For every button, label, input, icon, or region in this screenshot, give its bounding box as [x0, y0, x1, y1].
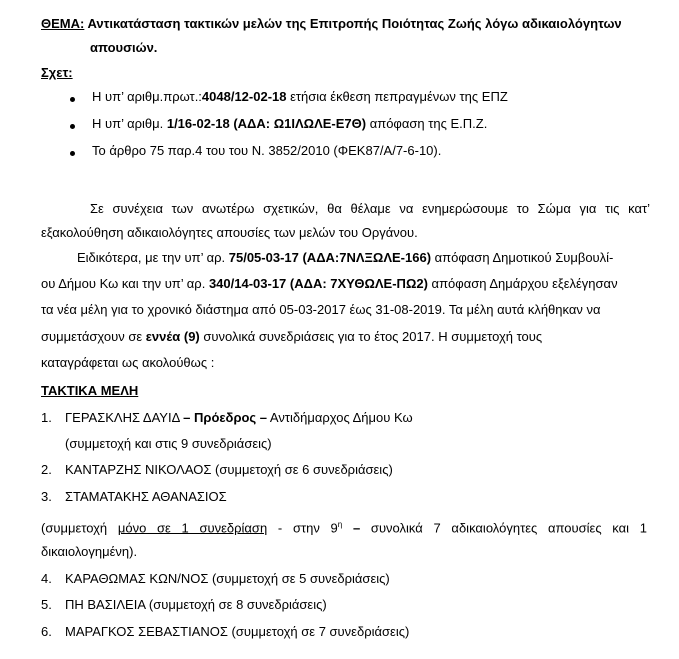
paragraph-1-line-1: Σε συνέχεια των ανωτέρω σχετικών, θα θέλαμε να ενημερώσουμε το Σώμα για τις κατ’	[90, 201, 650, 216]
subject-block	[41, 16, 622, 32]
ref-item-2-rest: απόφαση της Ε.Π.Ζ.	[366, 116, 488, 131]
member-6: ΜΑΡΑΓΚΟΣ ΣΕΒΑΣΤΙΑΝΟΣ (συμμετοχή σε 7 συνεδριάσεις)	[65, 624, 410, 639]
member-3-note-a: (συμμετοχή	[41, 520, 118, 536]
member-1-number: 1.	[41, 410, 52, 425]
p2-l1-text: Ειδικότερα, με την υπ’ αρ.	[77, 250, 229, 265]
ref-item-1-number: 4048/12-02-18	[201, 89, 287, 104]
p2-mayor-decision-ref: 340/14-03-17 (ΑΔΑ: 7ΧΥΘΩΛΕ-ΠΩ2)	[208, 276, 428, 291]
member-5: ΠΗ ΒΑΣΙΛΕΙΑ (συμμετοχή σε 8 συνεδριάσεις)	[65, 597, 327, 612]
ref-label: Σχετ:	[41, 65, 73, 80]
ref-item-3-text: Το άρθρο 75 παρ.4 του του Ν. 3852/2010 (ΦΕΚ87/Α/7-6-10).	[92, 143, 442, 158]
p2-l2-text: ου Δήμου Κω και την υπ’ αρ.	[41, 276, 209, 291]
member-3-note-2: δικαιολογημένη).	[41, 544, 138, 559]
paragraph-2-line-4	[41, 329, 542, 345]
p2-l4-text: συμμετάσχουν σε	[41, 329, 146, 344]
member-1-role: – Πρόεδρος –	[183, 410, 268, 425]
ref-item-3	[92, 143, 441, 159]
bullet-icon	[70, 124, 75, 129]
member-1-note: (συμμετοχή και στις 9 συνεδριάσεις)	[65, 436, 272, 451]
subject-label: ΘΕΜΑ:	[41, 16, 85, 31]
p2-l4-rest: συνολικά συνεδριάσεις για το έτος 2017. Η συμμετοχή τους	[199, 329, 543, 344]
p2-l2-rest: απόφαση Δημάρχου εξελέγησαν	[427, 276, 618, 291]
member-4: ΚΑΡΑΘΩΜΑΣ ΚΩΝ/ΝΟΣ (συμμετοχή σε 5 συνεδριάσεις)	[65, 571, 390, 586]
bullet-icon	[70, 151, 75, 156]
member-5-number: 5.	[41, 597, 52, 612]
member-3: ΣΤΑΜΑΤΑΚΗΣ ΑΘΑΝΑΣΙΟΣ	[65, 489, 227, 504]
member-3-note	[41, 517, 647, 536]
ref-item-2-text: Η υπ’ αριθμ.	[92, 116, 167, 131]
subject-line1: Αντικατάσταση τακτικών μελών της Επιτροπής Ποιότητας Ζωής λόγω αδικαιολόγητων	[87, 16, 622, 31]
member-3-sup: η	[337, 520, 343, 529]
p2-nine-count: εννέα (9)	[145, 329, 200, 344]
ref-item-1-rest: ετήσια έκθεση πεπραγμένων της ΕΠΖ	[286, 89, 508, 104]
member-2-number: 2.	[41, 462, 52, 477]
ref-item-1-text: Η υπ’ αριθμ.πρωτ.:	[92, 89, 202, 104]
member-2: ΚΑΝΤΑΡΖΗΣ ΝΙΚΟΛΑΟΣ (συμμετοχή σε 6 συνεδριάσεις)	[65, 462, 393, 477]
member-4-number: 4.	[41, 571, 52, 586]
bullet-icon	[70, 97, 75, 102]
paragraph-1-line-2: εξακολούθηση αδικαιολόγητες απουσίες των μελών του Οργάνου.	[41, 225, 418, 240]
members-heading: ΤΑΚΤΙΚΑ ΜΕΛΗ	[41, 383, 139, 398]
ref-item-2-number: 1/16-02-18 (ΑΔΑ: Ω1ΙΛΩΛΕ-Ε7Θ)	[166, 116, 367, 131]
member-3-number: 3.	[41, 489, 52, 504]
member-3-note-underlined: μόνο σε 1 συνεδρίαση	[117, 520, 268, 536]
paragraph-2-line-2	[41, 276, 618, 292]
member-1-title: Αντιδήμαρχος Δήμου Κω	[267, 410, 413, 425]
member-6-number: 6.	[41, 624, 52, 639]
member-3-note-e: συνολικά 7 αδικαιολόγητες απουσίες και 1	[370, 520, 647, 536]
member-3-dash: –	[352, 520, 361, 536]
subject-line2: απουσιών.	[90, 40, 158, 55]
member-1-name: ΓΕΡΑΣΚΛΗΣ ΔΑΥΙΔ	[65, 410, 184, 425]
p2-decision-ref: 75/05-03-17 (ΑΔΑ:7ΝΛΞΩΛΕ-166)	[228, 250, 432, 265]
ref-item-2	[92, 116, 487, 132]
paragraph-2-line-3: τα νέα μέλη για το χρονικό διάστημα από 05-03-2017 έως 31-08-2019. Τα μέλη αυτά κλήθηκαν να	[41, 302, 601, 317]
ref-item-1	[92, 89, 508, 105]
paragraph-2-line-5: καταγράφεται ως ακολούθως :	[41, 355, 215, 370]
member-1	[65, 410, 413, 426]
member-3-note-b: - στην 9	[277, 520, 338, 536]
paragraph-2-line-1	[77, 250, 613, 266]
p2-l1-rest: απόφαση Δημοτικού Συμβουλί-	[431, 250, 614, 265]
